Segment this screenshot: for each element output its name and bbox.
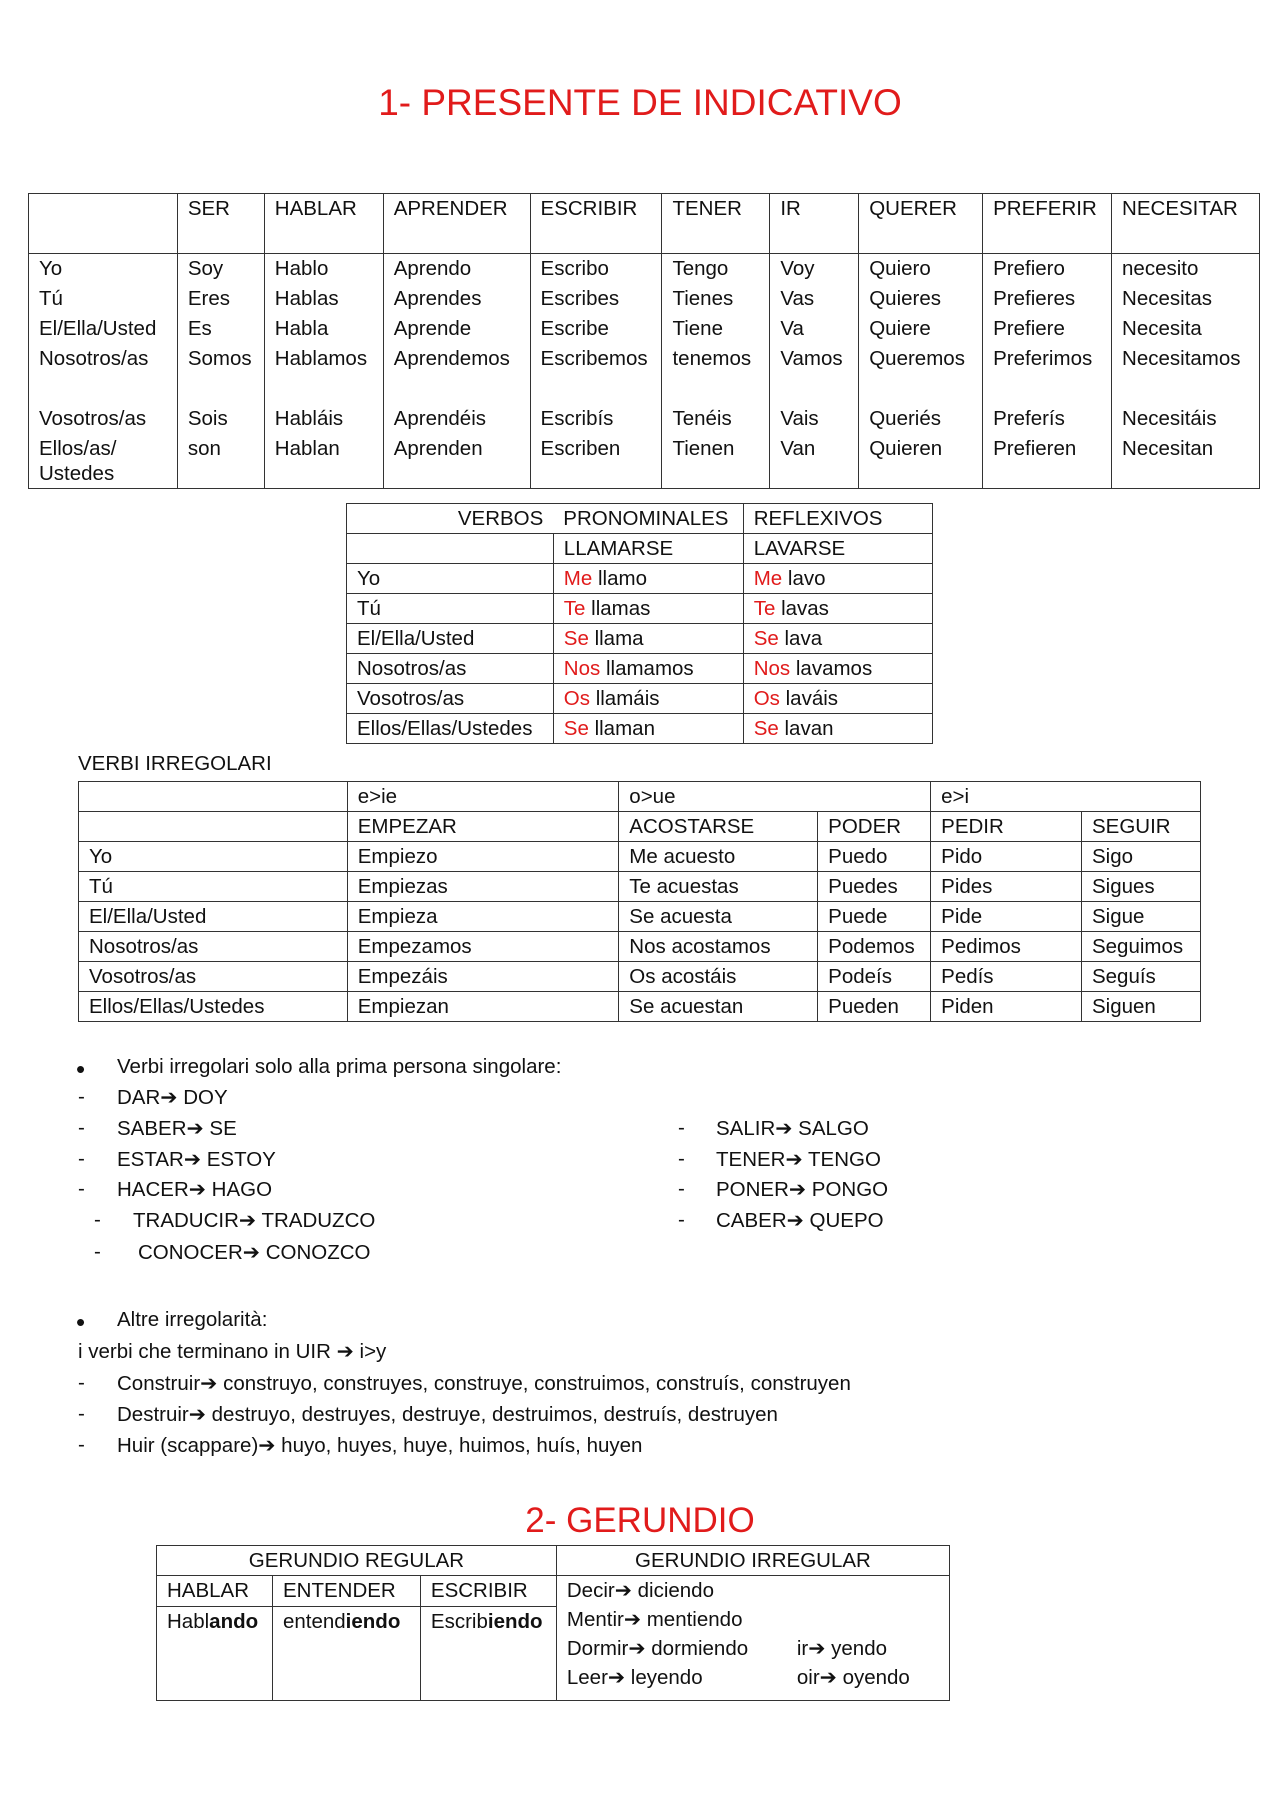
rule-text: i verbi che terminano in UIR [78,1340,331,1363]
conjugation-cell: Tiene [662,314,770,344]
dash-bullet: - [678,1177,685,1200]
verb-form: llamáis [595,687,660,710]
pronoun: Se [753,627,779,650]
bullet: • [76,1054,86,1084]
conjugation-cell: Prefieren [983,434,1112,489]
irregolari-table [78,781,1201,1022]
infinitive: Leer [566,1666,608,1689]
arrow-icon: ➔ [188,1403,206,1426]
verb-item [117,1085,228,1111]
person-cell: Vosotros/as [79,962,348,992]
conjugation-cell: Pedís [931,962,1082,992]
conjugation-cell: Habla [264,314,383,344]
infinitive: PONER [716,1178,789,1201]
conjugation-cell: Puede [818,902,931,932]
person-cell: Vosotros/as [29,404,178,434]
conjugation-cell: Es [177,314,264,344]
verb-item [716,1177,888,1203]
conjugation-cell: Soy [177,254,264,284]
person-cell: Yo [29,254,178,284]
verb-header: PEDIR [931,812,1082,842]
stem: entend [282,1610,346,1633]
conjugated: CONOZCO [265,1241,371,1264]
irregular-gerund [567,1636,748,1661]
pronoun: Te [753,597,776,620]
verb-form: lavo [787,567,826,590]
gerundio-table [156,1545,950,1701]
conjugation-cell: Me acuesto [619,842,818,872]
conjugation-cell: Tengo [662,254,770,284]
conjugation-cell: necesito [1112,254,1260,284]
conjugation-cell: Necesitan [1112,434,1260,489]
conjugation-cell [553,564,743,594]
prima-persona-intro: Verbi irregolari solo alla prima persona singolare: [117,1055,562,1078]
verb-form: llama [594,627,644,650]
conjugation-cell: Vais [770,404,859,434]
conjugation-cell: Somos [177,344,264,404]
infinitive: ESTAR [117,1148,184,1171]
conjugation-cell: Necesitáis [1112,404,1260,434]
verb-header: SEGUIR [1081,812,1200,842]
gerundio-irregular-list [556,1576,949,1701]
empty-cell [79,812,348,842]
presente-table [28,193,1260,489]
gerund: oyendo [842,1666,910,1689]
arrow-icon: ➔ [200,1372,218,1395]
irregular-gerund [567,1578,714,1603]
conjugation-cell: Empiezan [347,992,619,1022]
ending: ando [209,1610,259,1633]
pronominales-header-cell: PRONOMINALES [553,504,743,534]
conjugation-cell: Escribo [530,254,662,284]
pronoun: Nos [753,657,791,680]
conjugation-cell: Aprendéis [383,404,530,434]
stem: Habl [167,1610,210,1633]
dash-bullet: - [78,1177,85,1200]
conjugation-cell: Preferís [983,404,1112,434]
arrow-icon: ➔ [614,1579,632,1602]
conjugation-cell: Queriés [859,404,983,434]
conjugation-cell [743,714,932,744]
dash-bullet: - [678,1208,685,1231]
conjugation-cell: Empiezo [347,842,619,872]
person-cell: Yo [347,564,554,594]
conjugation-cell: Piden [931,992,1082,1022]
pronoun: Me [563,567,593,590]
dash-bullet: - [94,1240,101,1263]
conjugation-cell: Podemos [818,932,931,962]
infinitive: ir [796,1637,809,1660]
conjugation-cell: Hablan [264,434,383,489]
header-cell: HABLAR [264,194,383,254]
infinitive: CONOCER [138,1241,243,1264]
gerundio-verb: ESCRIBIR [420,1576,556,1607]
verb-form: lavas [781,597,829,620]
dash-bullet: - [78,1116,85,1139]
header-cell [29,194,178,254]
conjugation-cell: Escribís [530,404,662,434]
conjugation-cell: Pide [931,902,1082,932]
dash-bullet: - [78,1433,85,1456]
arrow-icon: ➔ [819,1666,837,1689]
conjugated: QUEPO [809,1209,884,1232]
conjugation-cell: Aprende [383,314,530,344]
verb-form: llamamos [605,657,694,680]
irregolari-label: VERBI IRREGOLARI [78,752,272,775]
conjugation-cell: Sigue [1081,902,1200,932]
person-cell: El/Ella/Usted [29,314,178,344]
gerund: mentiendo [646,1608,743,1631]
arrow-icon: ➔ [775,1117,793,1140]
conjugated: TENGO [808,1148,881,1171]
verb-form: lavamos [795,657,873,680]
conjugation-cell: Seguís [1081,962,1200,992]
conjugation-cell: Eres [177,284,264,314]
conjugation-cell [553,684,743,714]
conjugation-cell: Empieza [347,902,619,932]
conjugated: SE [209,1117,237,1140]
conjugation-cell [743,594,932,624]
arrow-icon: ➔ [160,1086,178,1109]
header-cell: ESCRIBIR [530,194,662,254]
infinitive: oir [796,1666,820,1689]
verb-form: llamas [591,597,651,620]
gerundio-verb: HABLAR [157,1576,273,1607]
conjugation-cell: Van [770,434,859,489]
conjugation-cell: Quieren [859,434,983,489]
arrow-icon: ➔ [188,1178,206,1201]
conjugation-cell: Quiere [859,314,983,344]
conjugation-cell: Aprendemos [383,344,530,404]
infinitive: TRADUCIR [133,1209,239,1232]
gerundio-title: 2- GERUNDIO [525,1501,755,1540]
person-cell: Yo [79,842,348,872]
dash-bullet: - [678,1147,685,1170]
conjugation-cell [743,564,932,594]
page-title: 1- PRESENTE DE INDICATIVO [378,82,902,123]
pronoun: Os [753,687,780,710]
conjugation-cell: Podeís [818,962,931,992]
conjugation-cell: Empiezas [347,872,619,902]
person-cell: Ellos/as/ Ustedes [29,434,178,489]
infinitive: DAR [117,1086,161,1109]
gerundio-verb: ENTENDER [272,1576,420,1607]
gerundio-form [272,1607,420,1701]
group-header: e>i [931,782,1201,812]
irregular-gerund [567,1607,743,1632]
arrow-icon: ➔ [258,1434,276,1457]
infinitive: CABER [716,1209,787,1232]
person-cell: Ellos/Ellas/Ustedes [347,714,554,744]
conjugation-cell: Empezamos [347,932,619,962]
arrow-icon: ➔ [607,1666,626,1689]
conjugation-cell: Escribe [530,314,662,344]
verb-item [716,1116,869,1142]
dash-bullet: - [78,1402,85,1425]
verb-item [117,1402,778,1428]
infinitive: Construir [117,1372,201,1395]
conjugation-cell [743,654,932,684]
gerundio-form [157,1607,273,1701]
group-header: o>ue [619,782,931,812]
conjugation-cell: Pueden [818,992,931,1022]
verb-form: llamo [597,567,647,590]
person-cell: El/Ella/Usted [79,902,348,932]
conjugation-cell [553,714,743,744]
pronominales-header-cell: VERBOS [347,504,554,534]
header-cell: APRENDER [383,194,530,254]
gerund: dormiendo [651,1637,749,1660]
gerundio-regular-header: GERUNDIO REGULAR [157,1546,557,1576]
conjugated: ESTOY [206,1148,276,1171]
verb-header: ACOSTARSE [619,812,818,842]
person-cell: Tú [347,594,554,624]
conjugation-cell: Empezáis [347,962,619,992]
verb-header: PODER [818,812,931,842]
conjugated: destruyo, destruyes, destruye, destruimos, destruís, destruyen [211,1403,778,1426]
conjugated: huyo, huyes, huye, huimos, huís, huyen [281,1434,643,1457]
person-cell: El/Ella/Usted [347,624,554,654]
conjugated: PONGO [811,1178,889,1201]
conjugation-cell: Escribemos [530,344,662,404]
infinitive: Mentir [566,1608,624,1631]
altre-intro: Altre irregolarità: [117,1308,268,1331]
pronoun: Me [753,567,783,590]
conjugation-cell [553,624,743,654]
header-cell: SER [177,194,264,254]
verb-item [117,1433,642,1459]
conjugation-cell: Preferimos [983,344,1112,404]
pronominales-table [346,503,933,744]
gerund: yendo [831,1637,888,1660]
verb-form: lava [784,627,823,650]
conjugation-cell: Se acuestan [619,992,818,1022]
conjugation-cell: Vas [770,284,859,314]
dash-bullet: - [94,1208,101,1231]
arrow-icon: ➔ [808,1637,826,1660]
conjugation-cell: Quieres [859,284,983,314]
header-cell: QUERER [859,194,983,254]
conjugation-cell: Siguen [1081,992,1200,1022]
infinitive: SABER [117,1117,187,1140]
infinitive: TENER [716,1148,786,1171]
verb-form: llaman [594,717,655,740]
conjugation-cell: Se acuesta [619,902,818,932]
ending: iendo [487,1610,543,1633]
conjugation-cell: Escribes [530,284,662,314]
conjugation-cell: Hablamos [264,344,383,404]
conjugation-cell: Puedes [818,872,931,902]
person-cell: Ellos/Ellas/Ustedes [79,992,348,1022]
verb-item [117,1371,851,1397]
verb-header: LAVARSE [743,534,932,564]
verb-header: LLAMARSE [553,534,743,564]
pronoun: Se [563,717,589,740]
conjugation-cell: Prefiero [983,254,1112,284]
header-cell: TENER [662,194,770,254]
irregular-gerund [797,1665,910,1690]
conjugated: DOY [183,1086,228,1109]
conjugation-cell: tenemos [662,344,770,404]
infinitive: Dormir [566,1637,629,1660]
conjugation-cell: son [177,434,264,489]
pronoun: Se [563,627,589,650]
arrow-icon: ➔ [336,1340,354,1363]
dash-bullet: - [78,1371,85,1394]
empty-cell [79,782,348,812]
arrow-icon: ➔ [183,1148,202,1171]
pronoun: Se [753,717,779,740]
dash-bullet: - [678,1116,685,1139]
gerundio-irregular-header: GERUNDIO IRREGULAR [556,1546,949,1576]
infinitive: Decir [566,1579,615,1602]
gerundio-form [420,1607,556,1701]
conjugation-cell: Queremos [859,344,983,404]
conjugation-cell: Voy [770,254,859,284]
conjugated: TRADUZCO [261,1209,376,1232]
conjugation-cell: Pido [931,842,1082,872]
pronoun: Nos [563,657,601,680]
altre-rule [78,1339,386,1365]
conjugation-cell: Aprendes [383,284,530,314]
conjugation-cell [553,594,743,624]
conjugation-cell: Seguimos [1081,932,1200,962]
group-header: e>ie [347,782,619,812]
conjugation-cell: Habláis [264,404,383,434]
conjugation-cell: Quiero [859,254,983,284]
person-cell: Nosotros/as [29,344,178,404]
verb-item [117,1147,276,1173]
conjugation-cell: Necesita [1112,314,1260,344]
conjugation-cell: Tienes [662,284,770,314]
conjugated: HAGO [211,1178,273,1201]
person-cell: Tú [79,872,348,902]
dash-bullet: - [78,1085,85,1108]
infinitive: Huir (scappare) [117,1434,259,1457]
conjugation-cell: Aprenden [383,434,530,489]
conjugation-cell: Aprendo [383,254,530,284]
conjugation-cell: Escriben [530,434,662,489]
conjugation-cell: Nos acostamos [619,932,818,962]
conjugation-cell: Hablas [264,284,383,314]
infinitive: HACER [117,1178,189,1201]
infinitive: SALIR [716,1117,776,1140]
pronoun: Te [563,597,586,620]
arrow-icon: ➔ [628,1637,646,1660]
conjugation-cell: Te acuestas [619,872,818,902]
conjugation-cell [743,624,932,654]
arrow-icon: ➔ [238,1209,257,1232]
conjugation-cell: Os acostáis [619,962,818,992]
irregular-gerund [797,1636,887,1661]
person-cell: Vosotros/as [347,684,554,714]
person-cell: Tú [29,284,178,314]
conjugation-cell: Prefiere [983,314,1112,344]
conjugation-cell: Sigues [1081,872,1200,902]
gerund: diciendo [637,1579,714,1602]
conjugation-cell [743,684,932,714]
gerund: leyendo [630,1666,703,1689]
pronominales-header-cell: REFLEXIVOS [743,504,932,534]
verb-header: EMPEZAR [347,812,619,842]
verb-form: laváis [785,687,839,710]
conjugation-cell: Puedo [818,842,931,872]
verb-item [133,1208,375,1234]
verb-item [117,1116,237,1142]
rule-result: i>y [359,1340,387,1363]
dash-bullet: - [78,1147,85,1170]
conjugation-cell: Vamos [770,344,859,404]
conjugation-cell: Sois [177,404,264,434]
header-cell: PREFERIR [983,194,1112,254]
arrow-icon: ➔ [788,1178,807,1201]
stem: Escrib [430,1610,488,1633]
conjugation-cell: Tenéis [662,404,770,434]
pronoun: Os [563,687,590,710]
verb-form: lavan [784,717,834,740]
irregular-gerund [567,1665,703,1690]
conjugation-cell: Sigo [1081,842,1200,872]
conjugated: SALGO [798,1117,869,1140]
bullet: • [76,1307,86,1337]
conjugation-cell: Necesitas [1112,284,1260,314]
verb-item [117,1177,272,1203]
arrow-icon: ➔ [186,1117,204,1140]
conjugated: construyo, construyes, construye, construimos, construís, construyen [223,1372,851,1395]
person-cell: Nosotros/as [79,932,348,962]
ending: iendo [345,1610,401,1633]
verb-item [716,1147,881,1173]
arrow-icon: ➔ [623,1608,642,1631]
conjugation-cell: Va [770,314,859,344]
conjugation-cell: Pedimos [931,932,1082,962]
header-cell: NECESITAR [1112,194,1260,254]
infinitive: Destruir [117,1403,189,1426]
arrow-icon: ➔ [242,1241,260,1264]
conjugation-cell [553,654,743,684]
empty-cell [347,534,554,564]
arrow-icon: ➔ [786,1209,804,1232]
conjugation-cell: Tienen [662,434,770,489]
conjugation-cell: Pides [931,872,1082,902]
header-cell: IR [770,194,859,254]
conjugation-cell: Hablo [264,254,383,284]
conjugation-cell: Prefieres [983,284,1112,314]
arrow-icon: ➔ [785,1148,803,1171]
conjugation-cell: Necesitamos [1112,344,1260,404]
person-cell: Nosotros/as [347,654,554,684]
verb-item [138,1240,370,1266]
verb-item [716,1208,884,1234]
